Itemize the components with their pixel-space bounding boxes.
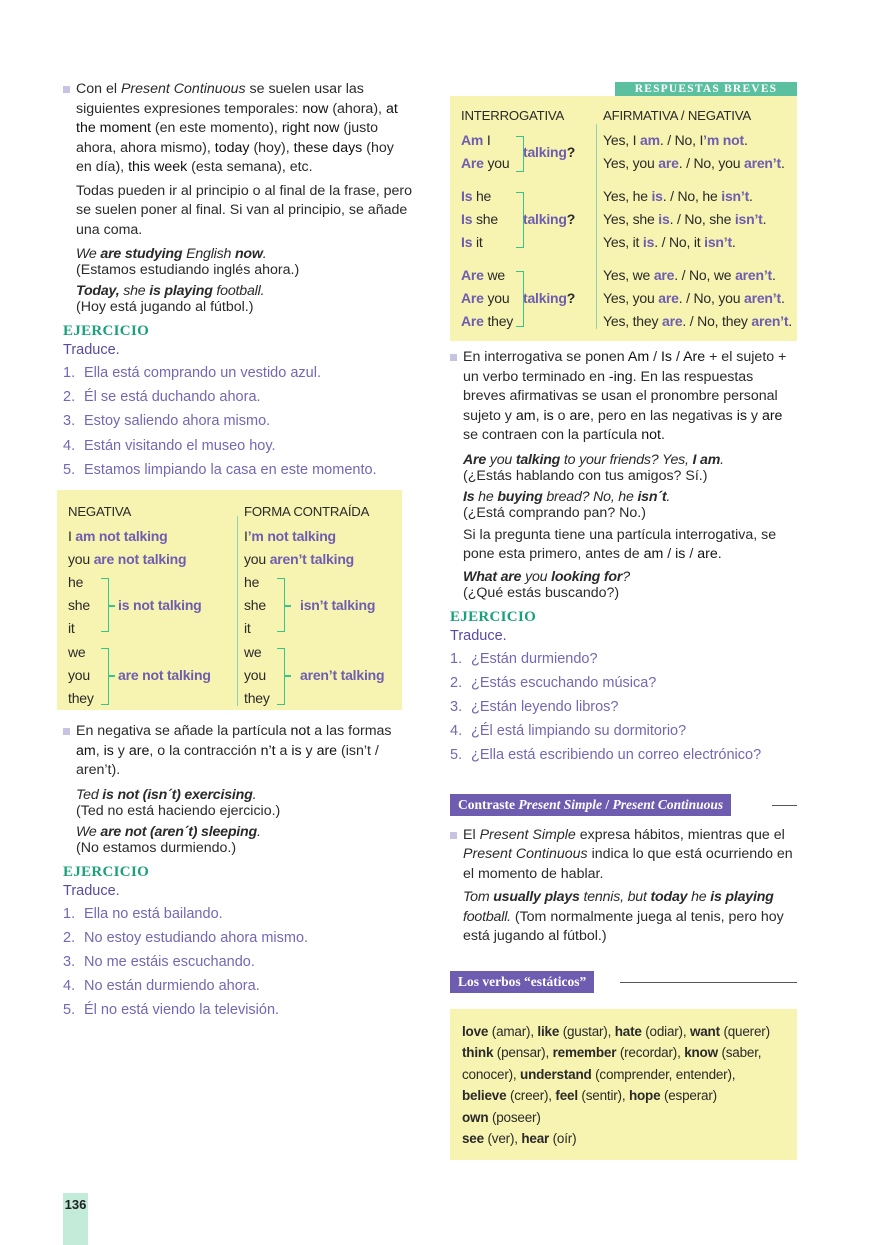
verb: hate [614,1023,642,1039]
exercise-instruction: Traduce. [63,882,120,899]
exercise-title: EJERCICIO [63,863,150,880]
negativa-table [57,490,402,710]
pronoun: she [68,597,90,614]
contraste-example: Tom usually plays tennis, but today he is playing football. (Tom normalmente juega al tenis, pero hoy está jugando al fútbol.) [463,889,784,945]
translation: (oír) [549,1131,577,1147]
intro-paragraph-2: Todas pueden ir al principio o al final de la frase, pero se suelen poner al final. Si van al principio, se añade una coma. [76,182,412,238]
list-item: 1. ¿Están durmiendo? [450,650,598,667]
pronoun: he [68,574,84,591]
table-row: I am not talking [68,528,168,545]
verb-line [462,1128,785,1150]
exercise-instruction: Traduce. [450,627,507,644]
divider [237,516,238,706]
example-translation: (¿Estás hablando con tus amigos? Sí.) [463,467,708,484]
exercise-title: EJERCICIO [450,608,537,625]
list-item: 3. No me estáis escuchando. [63,953,255,970]
list-item: 2. No estoy estudiando ahora mismo. [63,929,309,946]
translation: (odiar), [641,1023,690,1039]
pronoun: he [244,574,260,591]
list-item: 4. ¿Él está limpiando su dormitorio? [450,723,687,740]
table-row: you aren’t talking [244,551,355,568]
short-answer: Yes, you are. / No, you aren’t. [603,155,785,171]
left-column [63,80,413,1023]
estaticos-box [450,1009,797,1160]
short-answer: Yes, she is. / No, she isn’t. [603,211,767,227]
exercise-title: EJERCICIO [63,323,150,339]
verb: hear [521,1131,550,1147]
bracket [101,648,109,705]
list-item: 2. ¿Estás escuchando música? [450,674,657,691]
exercise-list [63,902,413,1023]
exercise-list [450,647,797,768]
pronoun: it [244,620,251,637]
verb-form: talking? [523,144,576,160]
exercise-list [63,361,413,482]
section-title: Contraste Present Simple / Present Continuous [450,794,731,816]
table-row: Is she [461,211,498,227]
verb: feel [555,1088,578,1104]
verb-form: isn’t talking [300,597,376,614]
list-item: 2. Él se está duchando ahora. [63,389,261,406]
translation: (poseer) [488,1109,541,1125]
translation: (recordar), [616,1045,685,1061]
contraste-paragraph: El Present Simple expresa hábitos, mientras que el Present Continuous indica lo que está ocurriendo en el momento de hablar. [450,826,797,885]
short-answer: Yes, we are. / No, we aren’t. [603,267,776,283]
verb-form: aren’t talking [300,667,385,684]
verb-form: talking? [523,211,576,227]
list-item: 1. Ella no está bailando. [63,905,223,922]
list-item: 5. Él no está viendo la televisión. [63,1002,280,1019]
pronoun: they [68,690,94,707]
short-answer: Yes, I am. / No, I’m not. [603,132,748,148]
respuestas-tag: RESPUESTAS BREVES [615,82,797,96]
short-answer: Yes, it is. / No, it isn’t. [603,234,736,250]
list-item: 4. No están durmiendo ahora. [63,978,260,995]
pronoun: you [244,667,266,684]
list-item: 5. ¿Ella está escribiendo un correo electrónico? [450,747,762,764]
example-translation: (Hoy está jugando al fútbol.) [76,299,254,315]
verb-line [462,1085,785,1107]
example-translation: (¿Está comprando pan? No.) [463,504,646,521]
verb: hope [628,1088,661,1104]
page-number: 136 [64,1197,87,1212]
negative-note: En negativa se añade la partícula not a las formas am, is y are, o la contracción n’t a is y are (isn’t / aren’t). [63,722,413,781]
pronoun: we [244,644,262,661]
list-item: 4. Están visitando el museo hoy. [63,437,276,454]
table-header: AFIRMATIVA / NEGATIVA [603,108,751,123]
translation: (esperar) [660,1088,717,1104]
verb: know [684,1045,718,1061]
estaticos-heading [450,971,797,993]
example-translation: (No estamos durmiendo.) [76,839,237,856]
translation: (creer), [506,1088,556,1104]
table-header: NEGATIVA [68,504,132,520]
table-row: Are you [461,290,510,306]
verb: see [462,1131,484,1147]
verb-form: is not talking [118,597,202,614]
table-header: FORMA CONTRAÍDA [244,504,370,520]
example-sentence: Is he buying bread? No, he isn´t. [463,488,671,505]
respuestas-section [450,80,797,342]
verb-line [462,1021,785,1043]
bracket-tick [284,675,291,677]
pronoun: we [68,644,86,661]
translation: (amar), [488,1023,538,1039]
verb: love [462,1023,489,1039]
example-translation: (Estamos estudiando inglés ahora.) [76,262,300,278]
table-row: Is it [461,234,483,250]
table-row: you are not talking [68,551,187,568]
verb: want [689,1023,720,1039]
short-answer: Yes, they are. / No, they aren’t. [603,313,793,329]
example-sentence: What are you looking for? [463,568,630,585]
example-sentence: We are not (aren´t) sleeping. [76,823,261,840]
example-translation: (¿Qué estás buscando?) [463,584,620,601]
verb: like [537,1023,560,1039]
list-item: 5. Estamos limpiando la casa en este momento. [63,461,377,478]
verb: believe [462,1088,507,1104]
intro-paragraph: Con el Present Continuous se suelen usar las siguientes expresiones temporales: now (ahora), at the moment (en este momento), right now (justo ahora, ahora mismo), today (hoy), these days (hoy en día), this week (esta semana), etc. [63,80,413,178]
list-item: 3. Estoy saliendo ahora mismo. [63,413,271,430]
table-row: Is he [461,188,492,204]
verb: understand [520,1066,592,1082]
pronoun: they [244,690,270,707]
verb-line [462,1107,785,1129]
translation: (gustar), [559,1023,615,1039]
pronoun: it [68,620,75,637]
list-item: 3. ¿Están leyendo libros? [450,698,619,715]
short-answer: Yes, you are. / No, you aren’t. [603,290,785,306]
verb-form: are not talking [118,667,211,684]
table-header: INTERROGATIVA [461,108,565,123]
list-item: 1. Ella está comprando un vestido azul. [63,365,321,381]
translation: (pensar), [493,1045,553,1061]
verb: own [462,1109,489,1125]
translation: (saber, conocer), [462,1045,762,1082]
translation: (querer) [719,1023,770,1039]
heading-rule [772,805,797,806]
interrogative-particle-note: Si la pregunta tiene una partícula interrogativa, se pone esta primero, antes de am / is / are. [463,526,777,562]
table-row: Are we [461,267,505,283]
verb: think [462,1045,494,1061]
example-sentence: Ted is not (isn´t) exercising. [76,786,257,803]
page-number-tab [63,1193,88,1245]
table-row: Are they [461,313,514,329]
short-answer: Yes, he is. / No, he isn’t. [603,188,753,204]
verb-form: talking? [523,290,576,306]
example-sentence: We are studying English now. [76,246,267,262]
verb: remember [552,1045,617,1061]
section-title: Los verbos “estáticos” [450,971,594,993]
exercise-instruction: Traduce. [63,342,120,358]
bracket-tick [108,675,115,677]
divider [596,124,597,329]
table-row: I’m not talking [244,528,336,545]
heading-rule [620,982,797,983]
verb-line [462,1042,785,1085]
table-row: Are you [461,155,510,171]
pronoun: she [244,597,266,614]
example-sentence: Today, she is playing football. [76,283,265,299]
contraste-heading [450,794,797,816]
bracket [277,648,285,705]
respuestas-table [450,96,797,341]
interrogative-note: En interrogativa se ponen Am / Is / Are + el sujeto + un verbo terminado en -ing. En las respuestas breves afirmativas se usan el pronombre personal sujeto y am, is o are, pero en las negativas is y are se contraen con la partícula not. [450,348,797,446]
example-translation: (Ted no está haciendo ejercicio.) [76,802,281,819]
bracket-tick [108,605,115,607]
translation: (comprender, entender), [591,1066,736,1082]
translation: (sentir), [577,1088,629,1104]
translation: (ver), [483,1131,522,1147]
pronoun: you [68,667,90,684]
example-sentence: Are you talking to your friends? Yes, I am. [463,451,724,468]
table-row: Am I [461,132,491,148]
right-column [450,80,797,1160]
bracket-tick [284,605,291,607]
